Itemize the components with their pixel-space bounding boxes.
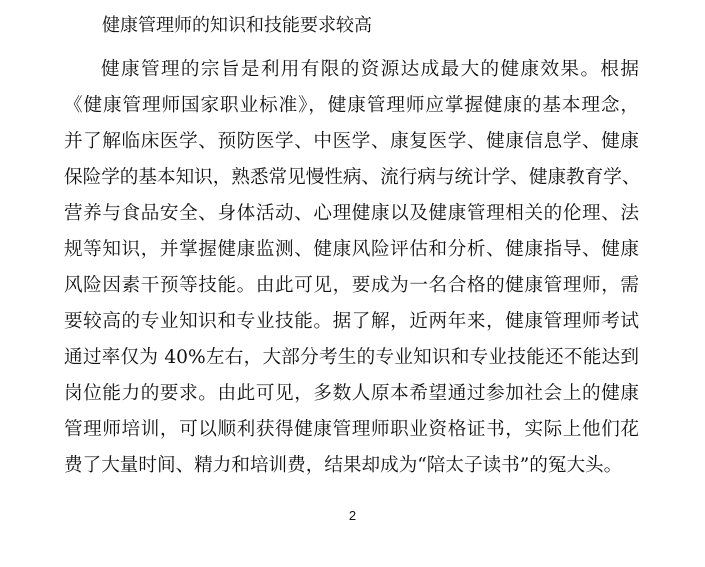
paragraph-line: 风险因素干预等技能。由此可见，要成为一名合格的健康管理师，需 [64, 275, 639, 296]
body-paragraph [64, 52, 639, 484]
paragraph-line: 费了大量时间、精力和培训费，结果却成为“陪太子读书”的冤大头。 [64, 455, 623, 476]
section-heading: 健康管理师的知识和技能要求较高 [102, 15, 372, 36]
paragraph-line: 保险学的基本知识，熟悉常见慢性病、流行病与统计学、健康教育学、 [64, 167, 641, 188]
paragraph-line: 要较高的专业知识和专业技能。据了解，近两年来，健康管理师考试 [64, 311, 639, 332]
paragraph-line: 管理师培训，可以顺利获得健康管理师职业资格证书，实际上他们花 [64, 419, 639, 440]
paragraph-line: 营养与食品安全、身体活动、心理健康以及健康管理相关的伦理、法 [64, 203, 639, 224]
paragraph-line: 通过率仅为 40%左右，大部分考生的专业知识和专业技能还不能达到 [64, 347, 639, 368]
page-number: 2 [348, 508, 357, 523]
paragraph-line: 健康管理的宗旨是利用有限的资源达成最大的健康效果。根据 [101, 59, 639, 80]
paragraph-line: 规等知识，并掌握健康监测、健康风险评估和分析、健康指导、健康 [64, 239, 639, 260]
paragraph-line: 并了解临床医学、预防医学、中医学、康复医学、健康信息学、健康 [64, 131, 639, 152]
paragraph-line: 《健康管理师国家职业标准》，健康管理师应掌握健康的基本理念， [64, 95, 639, 116]
paragraph-line: 岗位能力的要求。由此可见，多数人原本希望通过参加社会上的健康 [64, 383, 639, 404]
